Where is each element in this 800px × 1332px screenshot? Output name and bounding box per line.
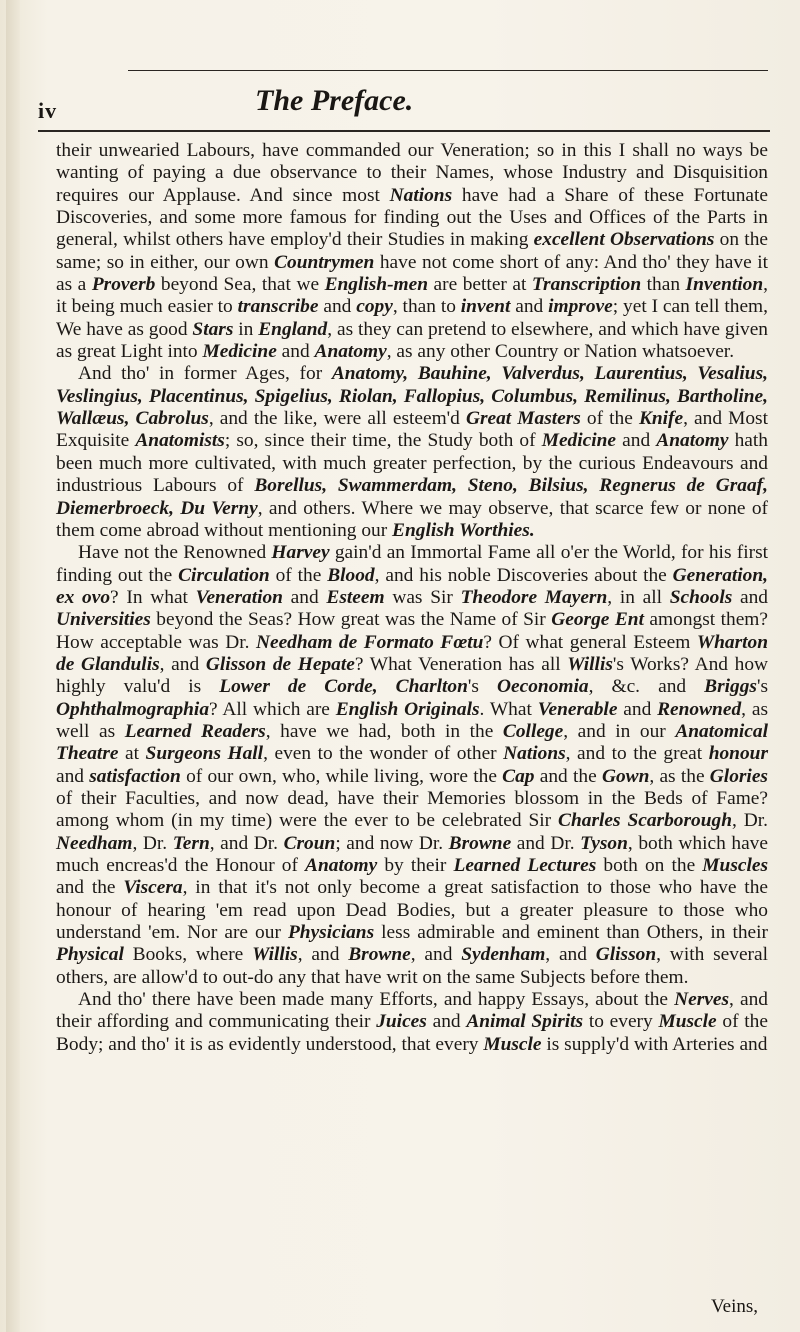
text-run: , as they can pretend to elsewhere, and which have given as great Light into — [56, 318, 768, 363]
header-rule — [128, 70, 768, 71]
italic-run: Nerves — [674, 989, 730, 1011]
italic-run: Briggs — [704, 676, 757, 698]
italic-run: Learned Lectures — [453, 855, 597, 876]
italic-run: Willis — [252, 944, 298, 966]
text-run: less admirable and eminent than Others, in their — [374, 922, 768, 944]
paragraph — [56, 363, 768, 542]
text-run: and — [616, 430, 657, 452]
italic-run: Animal Spirits — [466, 1011, 584, 1033]
italic-run: Browne — [348, 944, 411, 966]
italic-run: Blood — [327, 564, 375, 586]
running-title: The Preface. — [255, 84, 414, 117]
text-run: to every — [583, 1011, 659, 1033]
italic-run: copy — [356, 296, 393, 318]
italic-run: Surgeons Hall — [145, 743, 264, 765]
text-run: , both which have much encreas'd the Honour of — [56, 832, 768, 876]
italic-run: Needham — [56, 832, 133, 854]
italic-run: Muscles — [702, 855, 769, 876]
text-run: of the — [580, 408, 639, 430]
italic-run: Wharton de Glandulis — [56, 631, 768, 675]
text-run: beyond Sea, that we — [155, 274, 325, 296]
paragraph — [56, 989, 768, 1056]
italic-run: Medicine — [541, 430, 617, 452]
text-run: and — [617, 698, 658, 720]
text-run: both on the — [596, 855, 703, 876]
text-run: , as the — [649, 765, 710, 787]
italic-run: Harvey — [271, 542, 330, 564]
italic-run: Charles Scarborough — [558, 810, 732, 832]
catchword: Veins, — [711, 1296, 758, 1317]
text-run: , in that it's not only become a great satisfaction to those who have the honour of hearing 'em read upon Dead Bodies, but a greater pleasure to those who understand 'em. Nor are our — [56, 877, 768, 944]
text-run: and Dr. — [511, 832, 581, 854]
page-number: iv — [38, 98, 58, 123]
text-run: of the — [269, 564, 328, 586]
text-run: of their Faculties, and now dead, have their Memories blossom in the Beds of Fame? among whom (in my time) were the ever to be celebrated Sir — [56, 787, 768, 832]
italic-run: Anatomists — [135, 430, 225, 452]
text-run: , &c. and — [588, 676, 705, 698]
text-run: . What — [479, 698, 538, 720]
text-run: , and — [159, 653, 206, 675]
italic-run: Muscle — [658, 1011, 717, 1033]
text-run: and — [318, 296, 357, 318]
italic-run: Glisson de Hepate — [205, 653, 355, 675]
text-run: ? Of what general Esteem — [483, 631, 697, 653]
italic-run: transcribe — [237, 296, 319, 318]
italic-run: Nations — [389, 184, 453, 206]
italic-run: Generation, ex ovo — [56, 564, 768, 608]
italic-run: Stars — [192, 318, 234, 340]
text-run: , and others. Where we may observe, that scarce few or none of them come abroad without mentioning our — [56, 497, 768, 541]
italic-run: Glisson — [595, 944, 657, 966]
text-run: , it being much easier to — [56, 274, 768, 318]
italic-run: Ophthalmographia — [56, 698, 210, 720]
italic-run: excellent Observations — [533, 229, 715, 251]
text-run: is supply'd with Arteries and — [541, 1033, 768, 1055]
italic-run: honour — [708, 743, 768, 765]
text-run: , than to — [392, 296, 461, 318]
italic-run: Great Masters — [465, 408, 581, 430]
text-run: , even to the wonder of other — [263, 743, 504, 765]
text-run: and — [56, 765, 90, 787]
text-run: And tho' in former Ages, for — [78, 363, 332, 385]
text-run: ? In what — [110, 586, 196, 608]
italic-run: Browne — [448, 832, 512, 854]
italic-run: Anatomical Theatre — [56, 720, 768, 765]
text-run: hath been much more cultivated, with much greater perfection, by the curious Endeavours and industrious Labours of — [56, 430, 768, 497]
text-run: Books, where — [123, 944, 253, 966]
text-run: their unwearied Labours, have commanded our Veneration; so in this I shall no ways be wanting of paying a due observance to their Names, whose Industry and Disquisition requires our Applause. And since most — [56, 140, 768, 206]
text-run: ? All which are — [209, 698, 336, 720]
italic-run: Glories — [709, 765, 768, 787]
text-run: of our own, who, while living, wore the — [180, 765, 503, 787]
text-run: ; so, since their time, the Study both of — [224, 430, 542, 452]
italic-run: English-men — [324, 274, 429, 296]
italic-run: Circulation — [178, 564, 270, 586]
text-run: , Dr. — [132, 832, 173, 854]
text-run: ? What Veneration has all — [354, 653, 568, 675]
italic-run: Tern — [172, 832, 210, 854]
italic-run: Gown — [601, 765, 650, 787]
text-run: in — [233, 318, 259, 340]
text-run: , and — [410, 944, 462, 966]
italic-run: Needham de Formato Fœtu — [255, 631, 484, 653]
text-run: , and his noble Discoveries about the — [374, 564, 673, 586]
text-run: , in all — [607, 586, 670, 608]
text-run: , have we had, both in the — [265, 720, 503, 742]
text-run: at — [118, 743, 146, 765]
italic-run: Theodore Mayern — [460, 586, 608, 608]
text-run: and the — [56, 877, 124, 899]
italic-run: Willis — [567, 653, 613, 675]
italic-run: improve — [548, 296, 613, 318]
italic-run: Medicine — [202, 341, 277, 363]
italic-run: Knife — [638, 408, 684, 430]
text-run: was Sir — [384, 586, 461, 608]
text-run: , and Dr. — [209, 832, 284, 854]
italic-run: Schools — [669, 586, 733, 608]
text-run: and — [510, 296, 549, 318]
italic-run: Invention — [685, 274, 764, 296]
text-run: on the same; so in either, our own — [56, 229, 768, 273]
italic-run: Cap — [502, 765, 535, 787]
italic-run: Venerable — [537, 698, 618, 720]
text-run: , with several others, are allow'd to out-do any that have writ on the same Subjects before them. — [56, 944, 769, 988]
italic-run: Oeconomia — [497, 676, 589, 698]
text-run: 's — [467, 676, 498, 698]
italic-run: Sydenham — [461, 944, 546, 966]
italic-run: invent — [460, 296, 511, 318]
text-run: , and their affording and communicating their — [56, 989, 768, 1033]
text-run: , and Most Exquisite — [56, 408, 768, 452]
italic-run: Anatomy — [314, 341, 387, 363]
text-run: beyond the Seas? How great was the Name of Sir — [150, 609, 552, 631]
text-run: of the Body; and tho' it is as evidently understood, that every — [56, 1011, 768, 1055]
text-run: and the — [534, 765, 602, 787]
text-run: and — [426, 1011, 467, 1033]
italic-run: Tyson — [580, 832, 628, 854]
text-run: 's Works? And how highly valu'd is — [56, 653, 769, 698]
text-run: amongst them? How acceptable was Dr. — [56, 609, 768, 653]
italic-run: Borellus, Swammerdam, Steno, Bilsius, Regnerus de Graaf, Diemerbroeck, Du Verny — [56, 475, 768, 519]
text-run: have not come short of any: And tho' they have it as a — [56, 251, 769, 296]
italic-run: Physical — [56, 944, 124, 966]
italic-run: Juices — [376, 1011, 427, 1033]
paragraph — [56, 140, 768, 363]
text-run: Have not the Renowned — [78, 542, 272, 564]
text-run: , and to the great — [565, 743, 709, 765]
italic-run: Universities — [56, 609, 151, 631]
italic-run: English Worthies. — [392, 519, 535, 541]
paragraph — [56, 542, 768, 989]
page-header — [30, 84, 770, 128]
italic-run: Muscle — [483, 1033, 542, 1055]
text-run: , as well as — [56, 698, 768, 742]
italic-run: Lower de Corde, Charlton — [219, 676, 468, 698]
text-run: , and — [297, 944, 349, 966]
text-run: gain'd an Immortal Fame all o'er the World, for his first finding out the — [56, 542, 769, 586]
italic-run: Croun — [283, 832, 336, 854]
italic-run: England — [258, 318, 328, 340]
body-text — [56, 140, 768, 1056]
italic-run: Renowned — [657, 698, 742, 720]
italic-run: George Ent — [551, 609, 644, 631]
text-run: , Dr. — [732, 810, 769, 832]
italic-run: Viscera — [123, 877, 183, 899]
italic-run: Anatomy — [305, 855, 378, 876]
text-run: have had a Share of these Fortunate Discoveries, and some more famous for finding out the Uses and Offices of the Parts in general, whilst others have employ'd their Studies in making — [56, 184, 768, 251]
italic-run: Esteem — [326, 586, 385, 608]
italic-run: Countrymen — [274, 251, 375, 273]
text-run: , and the like, were all esteem'd — [208, 408, 466, 430]
binding-gutter — [6, 0, 20, 1332]
italic-run: Anatomy, Bauhine, Valverdus, Laurentius, Vesalius, Veslingius, Placentinus, Spigelius, Riolan, Fallopius, Columbus, Remilinus, Bartholine, Wallæus, Cabrolus — [56, 363, 768, 430]
italic-run: Anatomy — [656, 430, 729, 452]
text-run: , and — [545, 944, 596, 966]
text-run: and — [282, 586, 327, 608]
text-run: are better at — [428, 274, 532, 296]
italic-run: College — [502, 720, 564, 742]
italic-run: Nations — [503, 743, 566, 765]
text-run: ; yet I can tell them, We have as good — [56, 296, 768, 340]
text-run: , and in our — [563, 720, 676, 742]
italic-run: Physicians — [287, 922, 375, 944]
text-run: , as any other Country or Nation whatsoever. — [386, 341, 735, 363]
italic-run: Veneration — [195, 586, 283, 608]
italic-run: English Originals — [335, 698, 480, 720]
italic-run: Learned Readers — [124, 720, 266, 742]
text-run: than — [641, 274, 686, 296]
text-run: ; and now Dr. — [335, 832, 449, 854]
text-run: by their — [377, 855, 454, 876]
text-run: And tho' there have been made many Efforts, and happy Essays, about the — [78, 989, 675, 1011]
italic-run: satisfaction — [89, 765, 181, 787]
text-run: and — [732, 586, 768, 608]
text-run: and — [276, 341, 315, 363]
italic-run: Proverb — [91, 274, 156, 296]
text-run: 's — [756, 676, 768, 698]
italic-run: Transcription — [531, 274, 642, 296]
header-rule-thick — [38, 130, 770, 132]
